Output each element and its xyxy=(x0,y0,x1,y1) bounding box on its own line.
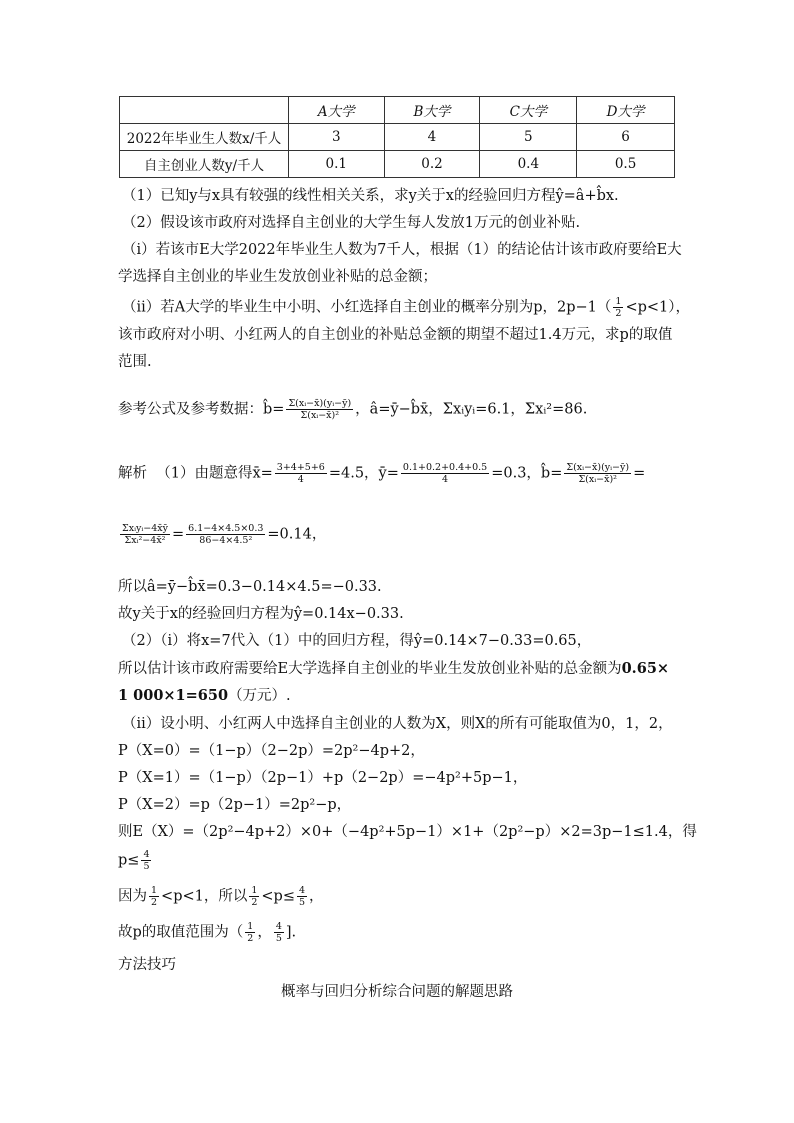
method-title: 概率与回归分析综合问题的解题思路 xyxy=(281,984,513,1000)
fraction-denominator: Σxᵢ²−4x̄² xyxy=(124,535,166,546)
solution-text: =0.14， xyxy=(267,526,327,543)
table-header-cell: D大学 xyxy=(577,97,675,124)
table-cell: 0.5 xyxy=(577,151,675,178)
table-cell: 0.2 xyxy=(384,151,480,178)
solution-line-3: 所以â=ȳ−b̂x̄=0.3−0.14×4.5=−0.33. xyxy=(118,579,382,595)
data-table xyxy=(119,96,675,178)
table-header-cell: B大学 xyxy=(384,97,480,124)
fraction-one-half xyxy=(249,885,259,908)
fraction-one-half xyxy=(613,296,623,319)
table-cell: 0.4 xyxy=(480,151,577,178)
fraction-numerator: Σxᵢyᵢ−4x̄ȳ xyxy=(122,523,168,534)
table-row-label: 自主创业人数y/千人 xyxy=(120,151,289,178)
fraction-numerator: Σ(xᵢ−x̄)(yᵢ−ȳ) xyxy=(288,398,352,409)
fraction-numerator: 1 xyxy=(251,885,258,896)
table-header-cell xyxy=(120,97,289,124)
table-cell: 4 xyxy=(384,124,480,151)
solution-text: 所以估计该市政府需要给E大学选择自主创业的毕业生发放创业补贴的总金额为 xyxy=(118,661,622,677)
fraction-denominator: 86−4×4.5² xyxy=(199,535,253,546)
reference-label: 参考公式及参考数据：b̂= xyxy=(118,401,285,418)
fraction-denominator: 2 xyxy=(251,897,258,908)
fraction-denominator: 2 xyxy=(247,933,254,944)
solution-bold-text: 1 000×1=650 xyxy=(118,687,229,704)
question-2-i-line-1: （i）若该市E大学2022年毕业生人数为7千人，根据（1）的结论估计该市政府要给E大 xyxy=(122,242,682,258)
slope-value-fraction xyxy=(186,523,265,546)
fraction-one-half xyxy=(245,921,255,944)
fraction-four-fifths xyxy=(297,885,307,908)
fraction-denominator: 2 xyxy=(151,897,158,908)
table-row xyxy=(120,151,675,178)
solution-line-4: 故y关于x的经验回归方程为ŷ=0.14x−0.33. xyxy=(118,606,404,622)
question-2-ii-line-2: 该市政府对小明、小红两人的自主创业的补贴总金额的期望不超过1.4万元，求p的取值 xyxy=(118,327,673,343)
fraction-numerator: 4 xyxy=(143,849,150,860)
fraction-denominator: 4 xyxy=(297,474,304,485)
fraction-numerator: 1 xyxy=(151,885,158,896)
method-label: 方法技巧 xyxy=(118,957,176,973)
solution-text: ]. xyxy=(285,924,297,941)
reference-data: ，â=ȳ−b̂x̄，Σxᵢyᵢ=6.1，Σxᵢ²=86. xyxy=(355,401,588,418)
solution-text: （1）由题意得x̄= xyxy=(156,465,273,482)
solution-line-14 xyxy=(118,885,324,908)
slope-sum-fraction xyxy=(120,523,170,546)
solution-line-6 xyxy=(118,659,669,679)
fraction-numerator: 1 xyxy=(247,921,254,932)
solution-text: <p≤ xyxy=(261,888,295,905)
slope-formula-fraction xyxy=(286,398,353,421)
table-cell: 3 xyxy=(289,124,385,151)
solution-text: =0.3，b̂= xyxy=(491,465,563,482)
fraction-denominator: 5 xyxy=(275,933,282,944)
solution-text: p≤ xyxy=(118,852,140,869)
fraction-numerator: 1 xyxy=(615,296,622,307)
solution-line-5: （2）（i）将x=7代入（1）中的回归方程，得ŷ=0.14×7−0.33=0.65， xyxy=(122,633,592,649)
mean-x-fraction xyxy=(275,462,327,485)
solution-text: 因为 xyxy=(118,888,147,905)
fraction-denominator: 4 xyxy=(442,474,449,485)
solution-line-8: （ii）设小明、小红两人中选择自主创业的人数为X，则X的所有可能取值为0，1，2， xyxy=(122,716,673,732)
table-cell: 5 xyxy=(480,124,577,151)
solution-line-15 xyxy=(118,921,296,944)
fraction-denominator: Σ(xᵢ−x̄)² xyxy=(300,410,340,421)
solution-text: <p<1，所以 xyxy=(161,888,248,905)
fraction-numerator: 6.1−4×4.5×0.3 xyxy=(188,523,264,534)
solution-text: 故p的取值范围为（ xyxy=(118,924,244,941)
fraction-denominator: 5 xyxy=(299,897,306,908)
fraction-numerator: 4 xyxy=(275,921,282,932)
fraction-denominator: Σ(xᵢ−x̄)² xyxy=(578,474,617,485)
table-header-row xyxy=(120,97,675,124)
solution-text: ， xyxy=(257,924,272,941)
table-row xyxy=(120,124,675,151)
solution-text: = xyxy=(172,526,185,543)
fraction-numerator: 4 xyxy=(299,885,306,896)
solution-text: = xyxy=(633,465,646,482)
fraction-one-half xyxy=(149,885,159,908)
solution-text: ， xyxy=(309,888,324,905)
fraction-four-fifths xyxy=(141,849,151,872)
question-2-i-line-2: 学选择自主创业的毕业生发放创业补贴的总金额； xyxy=(118,269,437,285)
solution-text: =4.5，ȳ= xyxy=(328,465,399,482)
solution-line-1 xyxy=(118,462,645,485)
fraction-numerator: 3+4+5+6 xyxy=(276,462,325,473)
table-cell: 6 xyxy=(577,124,675,151)
fraction-numerator: 0.1+0.2+0.4+0.5 xyxy=(402,462,488,473)
table-row-label: 2022年毕业生人数x/千人 xyxy=(120,124,289,151)
fraction-denominator: 5 xyxy=(143,861,150,872)
solution-bold-text: 0.65× xyxy=(621,660,670,677)
question-1: （1）已知y与x具有较强的线性相关关系，求y关于x的经验回归方程ŷ=â+b̂x. xyxy=(122,188,619,204)
solution-line-2 xyxy=(118,523,326,546)
question-2-ii-text: <p<1）， xyxy=(625,299,691,316)
question-2-ii-text: （ii）若A大学的毕业生中小明、小红选择自主创业的概率分别为p，2p−1（ xyxy=(122,299,612,316)
fraction-numerator: Σ(xᵢ−x̄)(yᵢ−ȳ) xyxy=(566,462,630,473)
solution-line-13 xyxy=(118,849,153,872)
fraction-four-fifths xyxy=(274,921,284,944)
solution-line-12: 则E（X）=（2p²−4p+2）×0+（−4p²+5p−1）×1+（2p²−p）×2=3p−1≤1.4，得 xyxy=(118,824,697,840)
question-2: （2）假设该市政府对选择自主创业的大学生每人发放1万元的创业补贴. xyxy=(122,215,581,231)
solution-line-9: P（X=0）=（1−p）（2−2p）=2p²−4p+2， xyxy=(118,743,425,759)
solution-line-10: P（X=1）=（1−p）（2p−1）+p（2−2p）=−4p²+5p−1， xyxy=(118,770,528,786)
solution-line-7 xyxy=(118,686,291,706)
solution-line-11: P（X=2）=p（2p−1）=2p²−p， xyxy=(118,797,352,813)
table-cell: 0.1 xyxy=(289,151,385,178)
question-2-ii-line-1 xyxy=(122,296,690,319)
slope-fraction xyxy=(564,462,631,485)
reference-formulas xyxy=(118,398,587,421)
question-2-ii-line-3: 范围. xyxy=(118,354,152,370)
table-header-cell: A大学 xyxy=(289,97,385,124)
solution-text: （万元）. xyxy=(228,688,291,704)
table-header-cell: C大学 xyxy=(480,97,577,124)
mean-y-fraction xyxy=(401,462,489,485)
fraction-denominator: 2 xyxy=(615,308,622,319)
solution-title: 解析 xyxy=(118,465,147,482)
